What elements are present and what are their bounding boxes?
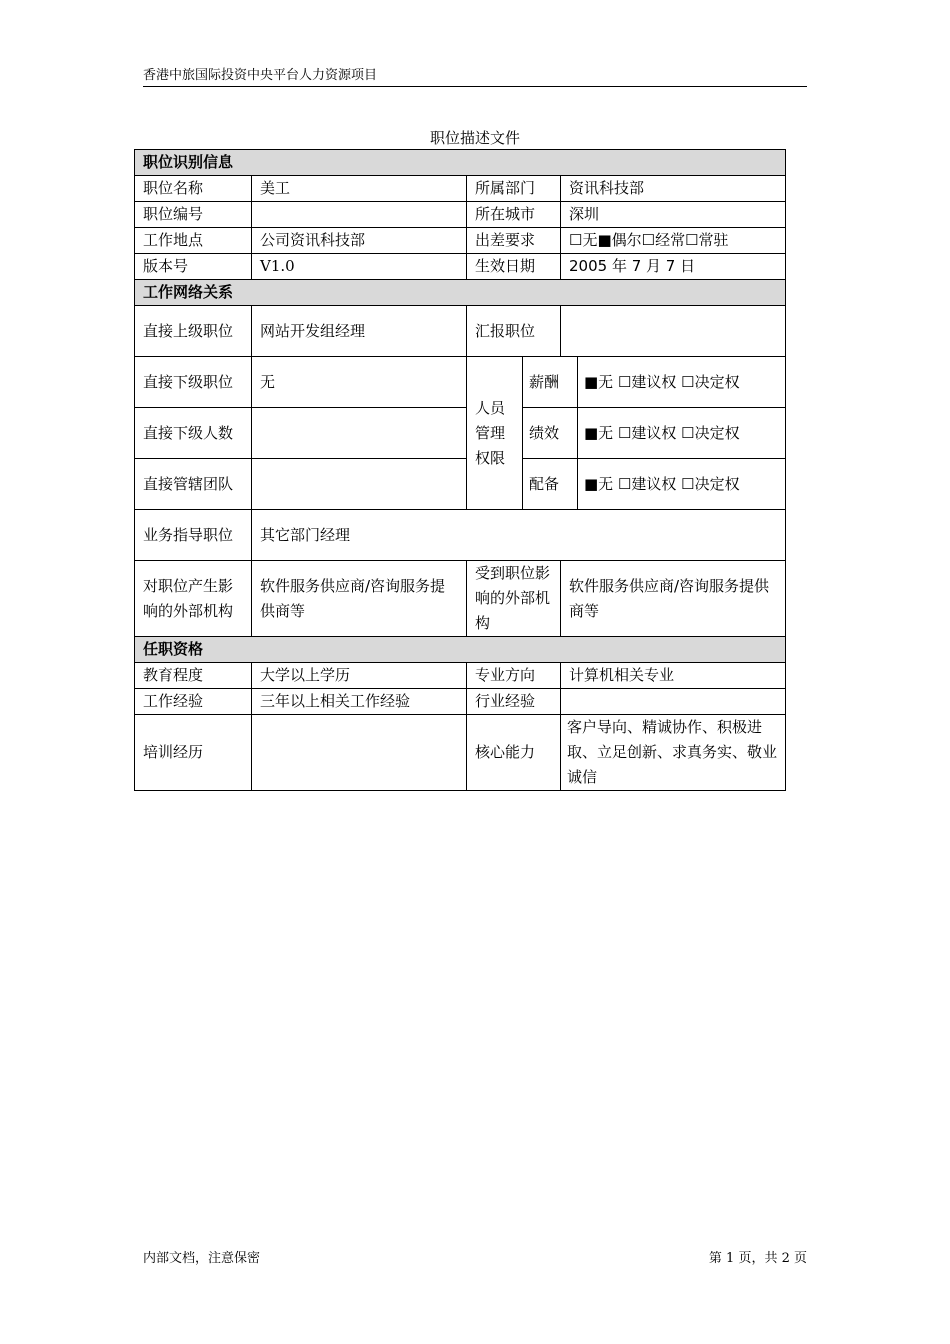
section-qualification-heading: 任职资格 <box>135 637 786 663</box>
business-guide-label: 业务指导职位 <box>135 510 252 561</box>
salary-value: ■无 ☐建议权 ☐决定权 <box>578 357 786 408</box>
effective-date-label: 生效日期 <box>467 254 561 280</box>
department-value: 资讯科技部 <box>561 176 786 202</box>
influenced-label: 受到职位影响的外部机构 <box>467 561 561 637</box>
location-value: 公司资讯科技部 <box>252 228 467 254</box>
version-label: 版本号 <box>135 254 252 280</box>
section-identification-heading: 职位识别信息 <box>135 150 786 176</box>
page-header: 香港中旅国际投资中央平台人力资源项目 <box>143 64 807 87</box>
version-value: V1.0 <box>252 254 467 280</box>
city-value: 深圳 <box>561 202 786 228</box>
section-network-heading: 工作网络关系 <box>135 280 786 306</box>
business-guide-value: 其它部门经理 <box>252 510 786 561</box>
education-label: 教育程度 <box>135 663 252 689</box>
external-influence-value: 软件服务供应商/咨询服务提供商等 <box>252 561 467 637</box>
subordinate-count-label: 直接下级人数 <box>135 408 252 459</box>
team-label: 直接管辖团队 <box>135 459 252 510</box>
position-no-label: 职位编号 <box>135 202 252 228</box>
position-name-value: 美工 <box>252 176 467 202</box>
department-label: 所属部门 <box>467 176 561 202</box>
report-value <box>561 306 786 357</box>
core-ability-value: 客户导向、精诚协作、积极进取、立足创新、求真务实、敬业诚信 <box>561 715 786 791</box>
location-label: 工作地点 <box>135 228 252 254</box>
city-label: 所在城市 <box>467 202 561 228</box>
position-name-label: 职位名称 <box>135 176 252 202</box>
position-no-value <box>252 202 467 228</box>
footer-page-number: 第 1 页，共 2 页 <box>708 1251 807 1266</box>
major-label: 专业方向 <box>467 663 561 689</box>
effective-date-value: 2005 年 7 月 7 日 <box>561 254 786 280</box>
personnel-auth-label: 人员管理权限 <box>467 357 523 510</box>
staffing-value: ■无 ☐建议权 ☐决定权 <box>578 459 786 510</box>
work-exp-value: 三年以上相关工作经验 <box>252 689 467 715</box>
travel-label: 出差要求 <box>467 228 561 254</box>
job-description-table <box>134 149 786 791</box>
direct-superior-label: 直接上级职位 <box>135 306 252 357</box>
salary-label: 薪酬 <box>523 357 578 408</box>
core-ability-label: 核心能力 <box>467 715 561 791</box>
subordinate-count-value <box>252 408 467 459</box>
footer-confidential-note: 内部文档，注意保密 <box>143 1251 261 1266</box>
training-label: 培训经历 <box>135 715 252 791</box>
influenced-value: 软件服务供应商/咨询服务提供商等 <box>561 561 786 637</box>
performance-value: ■无 ☐建议权 ☐决定权 <box>578 408 786 459</box>
report-label: 汇报职位 <box>467 306 561 357</box>
external-influence-label: 对职位产生影响的外部机构 <box>135 561 252 637</box>
education-value: 大学以上学历 <box>252 663 467 689</box>
travel-value: ☐无■偶尔☐经常☐常驻 <box>561 228 786 254</box>
performance-label: 绩效 <box>523 408 578 459</box>
major-value: 计算机相关专业 <box>561 663 786 689</box>
direct-subordinate-label: 直接下级职位 <box>135 357 252 408</box>
direct-subordinate-value: 无 <box>252 357 467 408</box>
work-exp-label: 工作经验 <box>135 689 252 715</box>
industry-exp-value <box>561 689 786 715</box>
training-value <box>252 715 467 791</box>
staffing-label: 配备 <box>523 459 578 510</box>
team-value <box>252 459 467 510</box>
document-title: 职位描述文件 <box>429 129 520 147</box>
direct-superior-value: 网站开发组经理 <box>252 306 467 357</box>
industry-exp-label: 行业经验 <box>467 689 561 715</box>
